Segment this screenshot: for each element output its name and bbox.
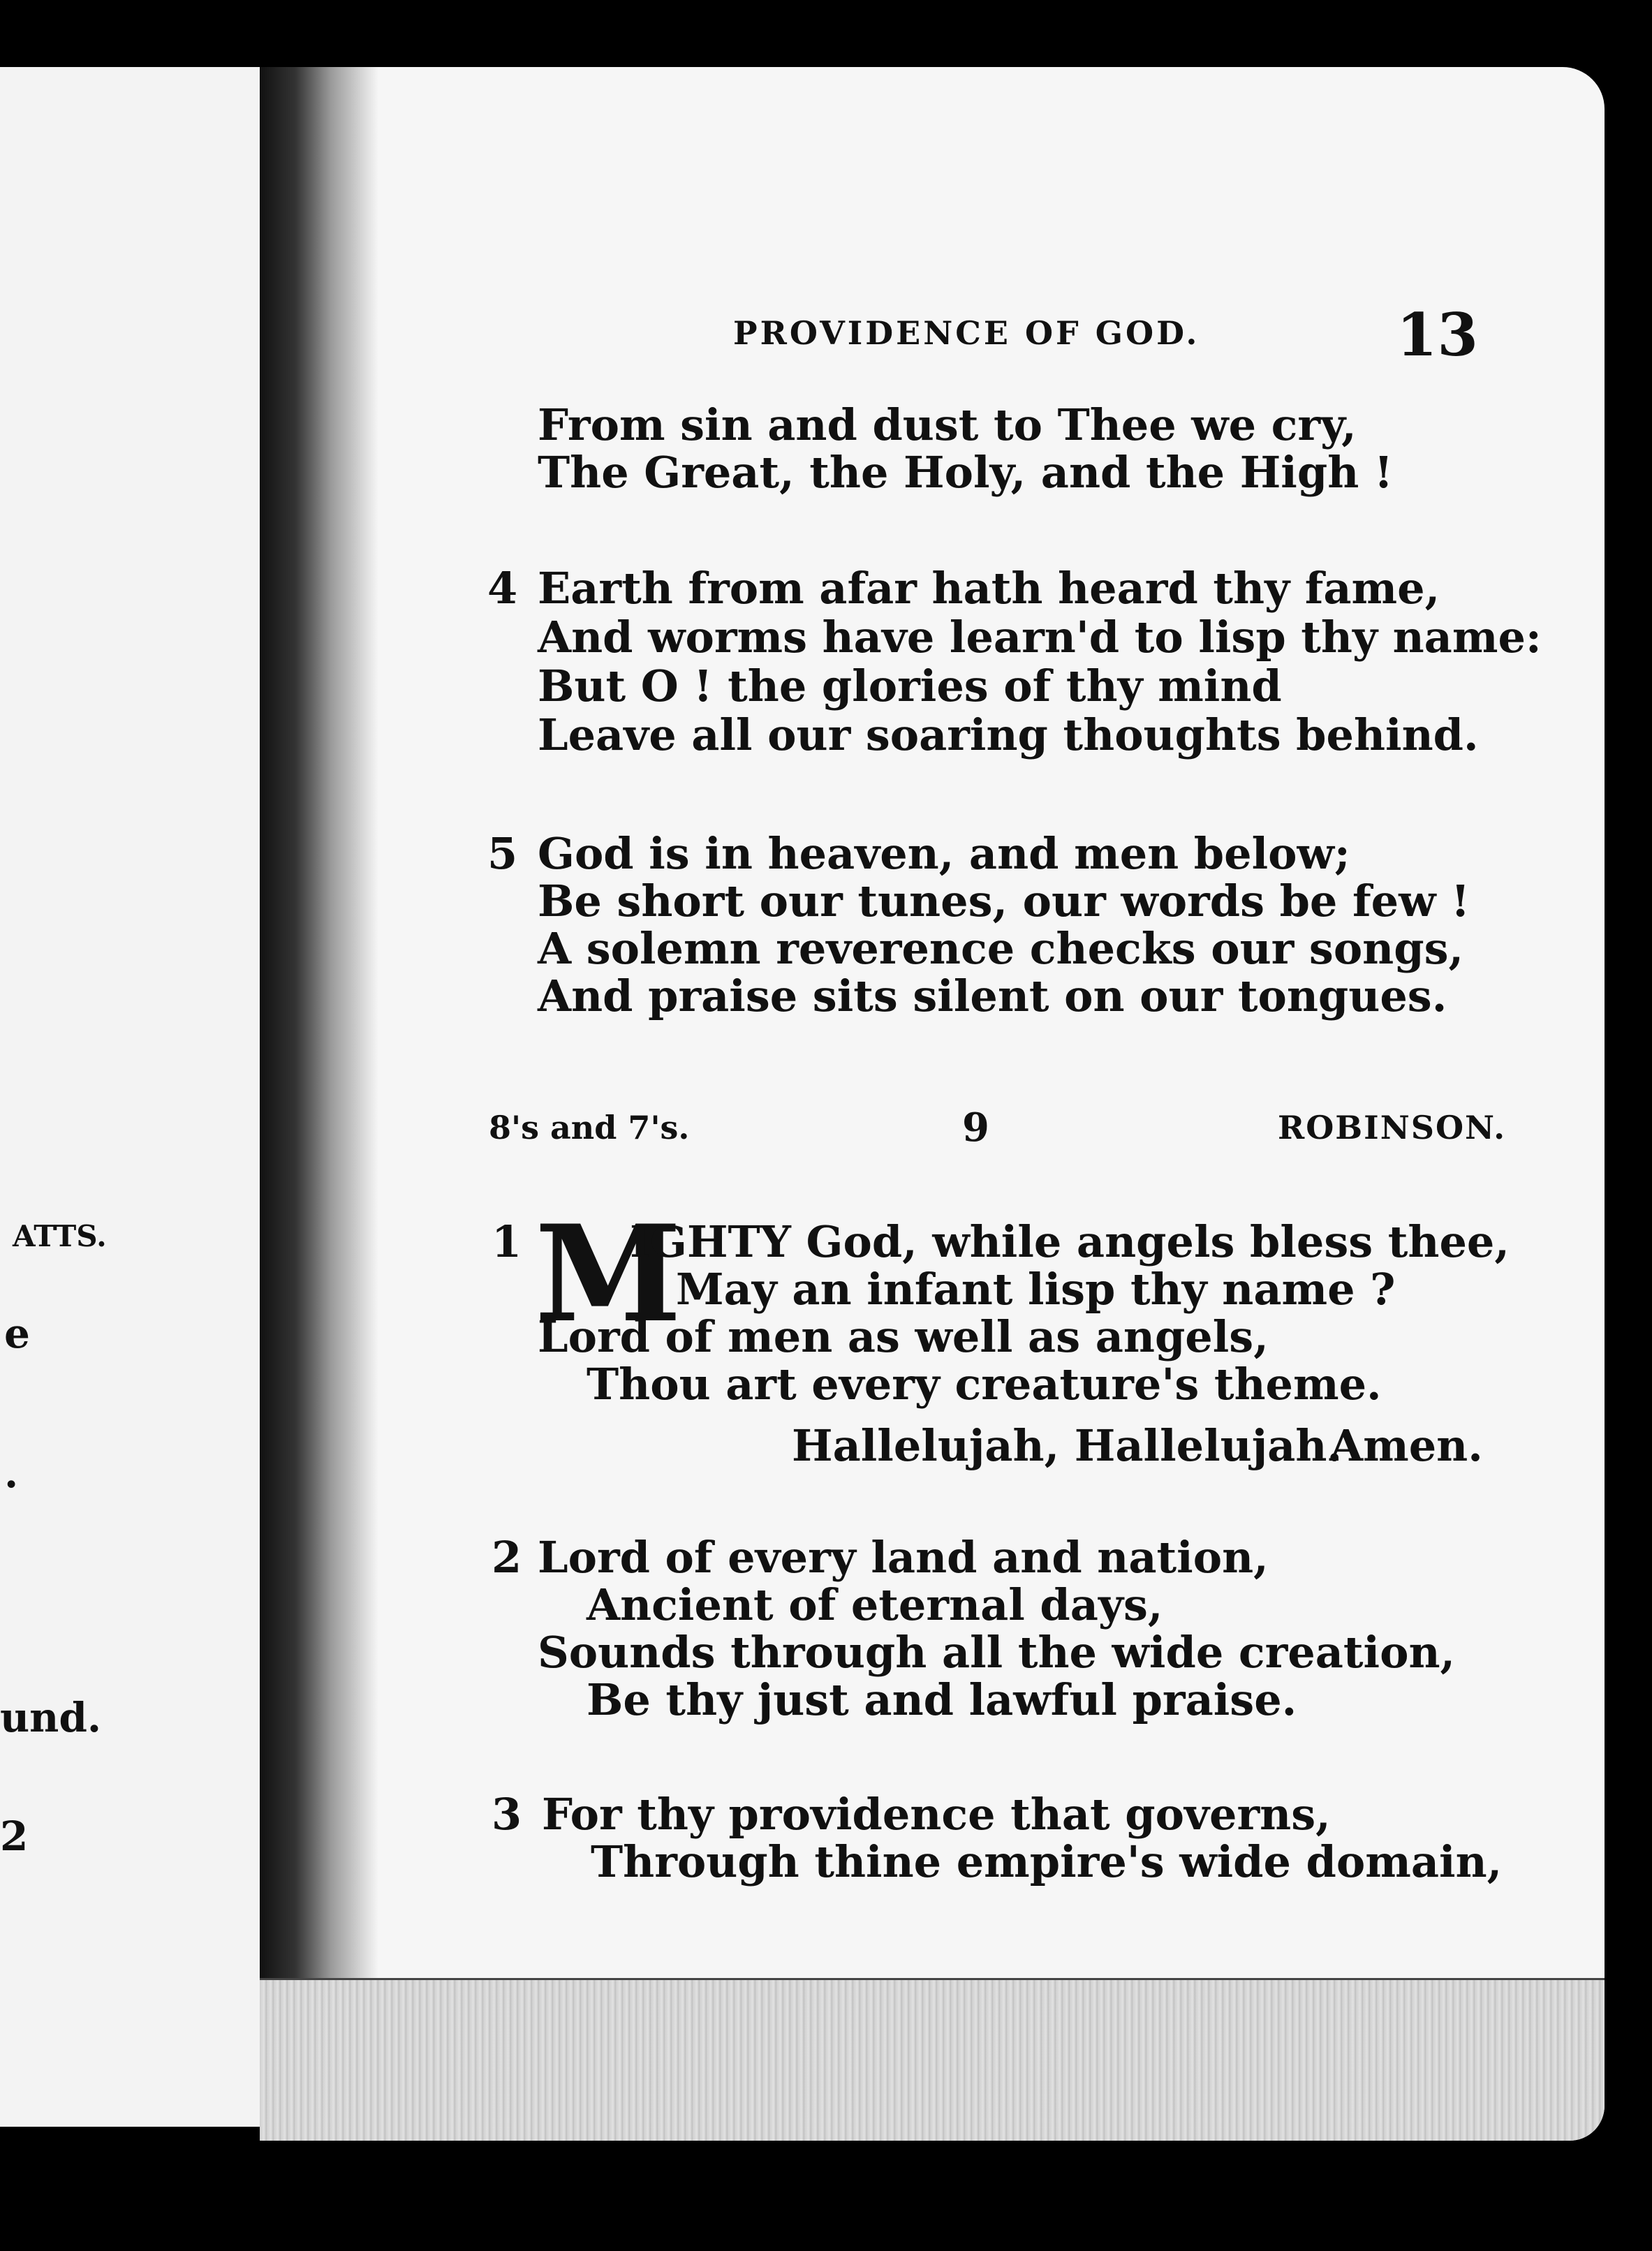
verse-line: Through thine empire's wide domain, [591, 1836, 1503, 1887]
verse-line: Lord of men as well as angels, [538, 1311, 1269, 1362]
verse-line: And worms have learn'd to lisp thy name: [538, 612, 1542, 663]
stanza-number: 1 [492, 1216, 522, 1267]
stanza-number: 5 [487, 828, 518, 879]
hymn-author: ROBINSON. [1278, 1109, 1507, 1146]
verse-line: Sounds through all the wide creation, [538, 1627, 1456, 1678]
verse-line: A solemn reverence checks our songs, [538, 923, 1464, 974]
page-number: 13 [1396, 300, 1478, 369]
left-fragment-2: 2 [0, 1813, 29, 1860]
stanza-number: 4 [487, 563, 518, 614]
hymn-meter: 8's and 7's. [489, 1109, 690, 1146]
verse-line: But O ! the glories of thy mind [538, 660, 1282, 711]
verse-line: Ancient of eternal days, [587, 1579, 1163, 1630]
verse-line: IGHTY God, while angels bless thee, [630, 1216, 1510, 1267]
stanza-number: 3 [492, 1789, 522, 1840]
refrain-line: Hallelujah, Hallelujah. [792, 1420, 1342, 1471]
verse-line: Thou art every creature's theme. [587, 1359, 1382, 1410]
verse-line: May an infant lisp thy name ? [676, 1264, 1396, 1315]
verse-line: For thy providence that governs, [542, 1789, 1331, 1840]
verse-line: From sin and dust to Thee we cry, [538, 399, 1357, 450]
page-bottom-edge [260, 1978, 1605, 2141]
stanza-number: 2 [492, 1532, 522, 1583]
verse-line: Be short our tunes, our words be few ! [538, 876, 1470, 927]
verse-line: Lord of every land and nation, [538, 1532, 1269, 1583]
verse-line: And praise sits silent on our tongues. [538, 970, 1447, 1021]
left-fragment-atts: ATTS. [13, 1219, 107, 1253]
left-fragment-und: und. [0, 1694, 102, 1741]
verse-line: Leave all our soaring thoughts behind. [538, 709, 1479, 760]
verse-line: God is in heaven, and men below; [538, 828, 1350, 879]
running-head: PROVIDENCE OF GOD. [733, 314, 1200, 352]
left-fragment-dot: . [4, 1449, 19, 1497]
verse-line: The Great, the Holy, and the High ! [538, 447, 1394, 498]
amen-label: Amen. [1329, 1420, 1483, 1471]
hymn-number: 9 [962, 1105, 989, 1151]
spine-shadow [260, 67, 378, 2141]
verse-line: Earth from afar hath heard thy fame, [538, 563, 1440, 614]
left-fragment-e: e [4, 1310, 30, 1357]
drop-cap: M [535, 1196, 682, 1352]
verse-line: Be thy just and lawful praise. [587, 1674, 1297, 1725]
